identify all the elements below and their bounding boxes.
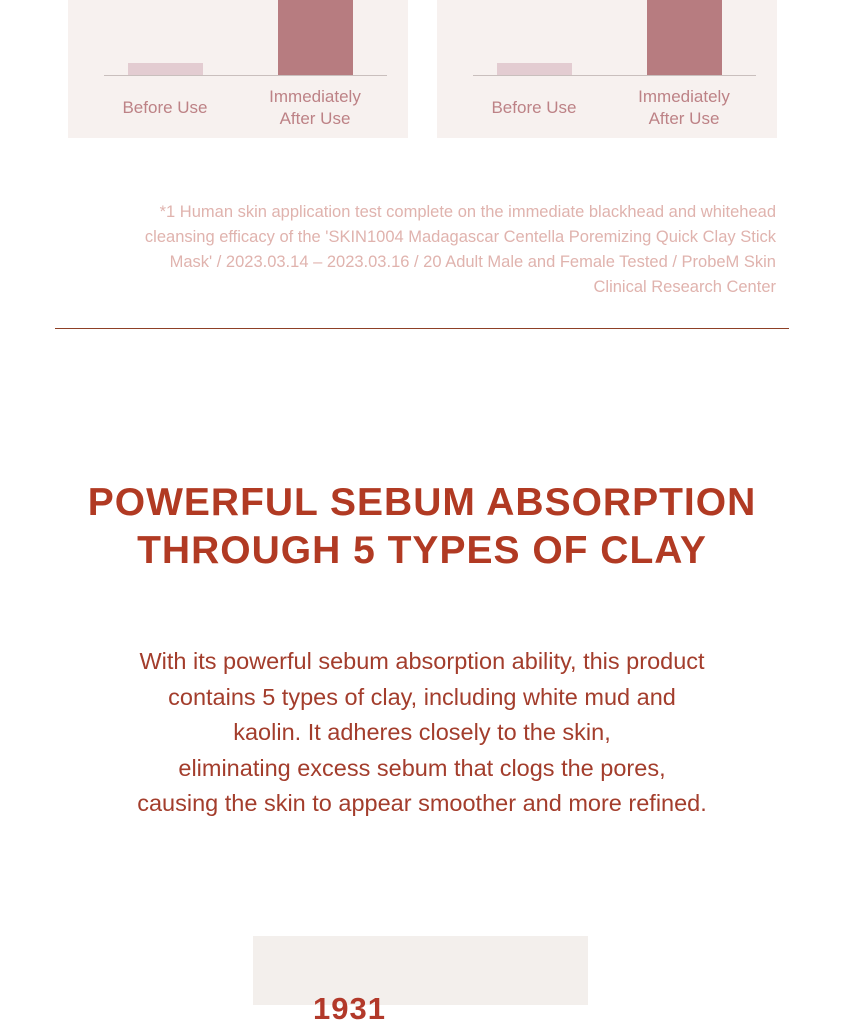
disclaimer-line: Clinical Research Center bbox=[593, 278, 776, 296]
body-line: eliminating excess sebum that clogs the pores, bbox=[178, 754, 666, 781]
bar-before-use bbox=[128, 63, 203, 75]
chart-panel-before-after-1 bbox=[68, 0, 408, 138]
bottom-card bbox=[253, 936, 588, 1026]
bar-label-after-use-line1: Immediately bbox=[638, 87, 730, 106]
disclaimer-line: *1 Human skin application test complete on the immediate blackhead and whitehead bbox=[159, 203, 776, 221]
disclaimer-line: Mask' / 2023.03.14 – 2023.03.16 / 20 Adult Male and Female Tested / ProbeM Skin bbox=[169, 253, 776, 271]
chart-axis-line bbox=[104, 75, 387, 76]
body-line: causing the skin to appear smoother and more refined. bbox=[137, 790, 707, 816]
body-line: kaolin. It adheres closely to the skin, bbox=[233, 719, 611, 745]
section-heading-line1: POWERFUL SEBUM ABSORPTION bbox=[87, 481, 757, 524]
bar-label-before-use: Before Use bbox=[122, 98, 208, 117]
chart-axis-line bbox=[473, 75, 756, 76]
bar-label-after-use-line2: After Use bbox=[279, 109, 351, 128]
bar-label-after-use bbox=[240, 86, 390, 130]
section-heading bbox=[0, 479, 844, 575]
divider-line bbox=[55, 328, 789, 329]
bar-label-before-use: Before Use bbox=[491, 98, 577, 117]
bar-label-after-use-line1: Immediately bbox=[269, 87, 361, 106]
body-line: With its powerful sebum absorption ability, this product bbox=[139, 648, 705, 674]
chart-panel-before-after-2 bbox=[437, 0, 777, 138]
bottom-card-number: 1931 bbox=[313, 991, 386, 1026]
bar-immediately-after-use bbox=[647, 0, 722, 75]
section-heading-line2: THROUGH 5 TYPES OF CLAY bbox=[137, 529, 707, 572]
body-line: contains 5 types of clay, including white mud and bbox=[168, 683, 676, 710]
section-body-text bbox=[0, 644, 844, 822]
disclaimer-line: cleansing efficacy of the 'SKIN1004 Madagascar Centella Poremizing Quick Clay Stick bbox=[144, 228, 776, 246]
bar-label-after-use-line2: After Use bbox=[648, 109, 720, 128]
disclaimer-text bbox=[68, 200, 776, 300]
bar-immediately-after-use bbox=[278, 0, 353, 75]
bar-before-use bbox=[497, 63, 572, 75]
bar-label-after-use bbox=[609, 86, 759, 130]
